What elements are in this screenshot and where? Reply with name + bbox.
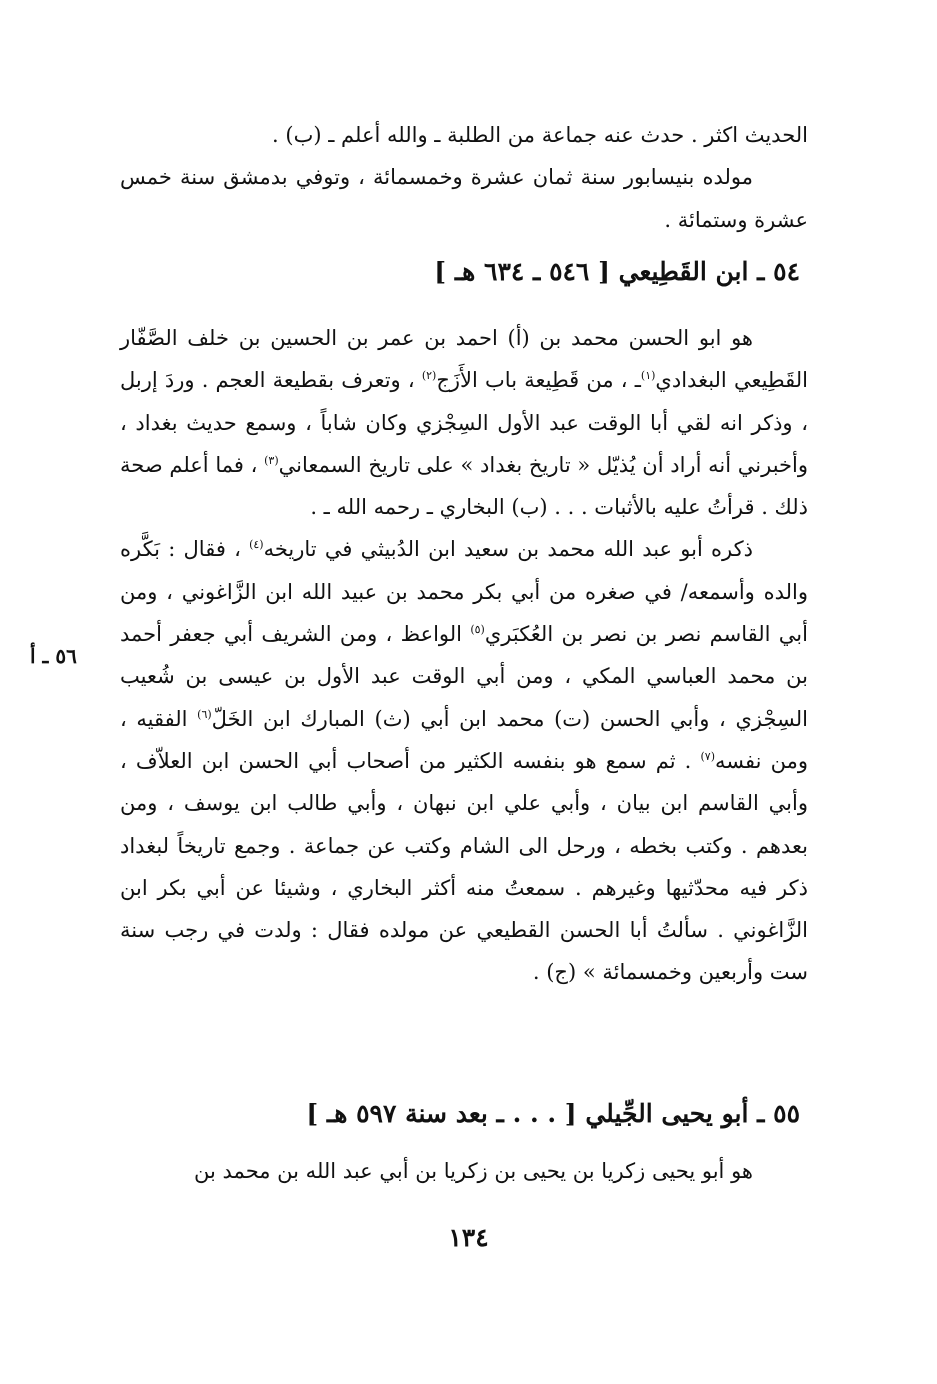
footnote-marker: (٧) [700,749,716,763]
entry-55-heading: ٥٥ ـ أبو يحيى الجِّيلي [ . . . ـ بعد سنة ٥٩٧ هـ ] [306,1099,800,1128]
text-segment: ـ ، من قَطِيعة باب الأَزَج [436,368,641,393]
birth-death-paragraph: مولده بنيسابور سنة ثمان عشرة وخمسمائة ، وتوفي بدمشق سنة خمس عشرة وستمائة . [120,165,808,232]
text-segment: الفقيه ، ومن نفسه [120,706,808,773]
intro-line: الحديث اكثر . حدث عنه جماعة من الطلبة ـ والله أعلم ـ (ب) . [272,123,808,147]
text-segment: هو ابو الحسن محمد بن (أ) احمد بن عمر بن الحسين بن خلف الصَّفّار القَطِيعي البغدادي [120,326,808,393]
text-segment: ، وتعرف بقطيعة العجم . وردَ إربل ، وذكر انه لقي أبا الوقت عبد الأول السِجْزي وكان شاباً ، وسمع حديث بغداد ، وأخبرني أنه أراد أن يُذيّل « تاريخ بغداد » على تاريخ السمعاني [120,368,808,477]
footnote-marker: (٦) [197,707,212,721]
entry-54-paragraph-2 [120,528,808,993]
footnote-marker: (٥) [470,623,485,637]
footnote-marker: (١) [640,369,656,383]
text-segment: ، فقال : بَكَّره والده وأسمعه/ في صغره من أبي بكر محمد بن عبيد الله ابن الزَّاغوني ، ومن أبي القاسم نصر بن نصر بن العُكبَري [120,537,808,647]
margin-folio-note: ٥٦ ـ أ [30,644,77,668]
footnote-marker: (٢) [421,369,437,383]
entry-54-heading: ٥٤ ـ ابن القَطِيعي [ ٥٤٦ ـ ٦٣٤ هـ ] [434,257,800,286]
footnote-marker: (٣) [264,453,279,467]
text-segment: . ثم سمع هو بنفسه الكثير من أصحاب أبي الحسن ابن العلاّف ، وأبي القاسم ابن بيان ، وأبي علي ابن نبهان ، وأبي طالب ابن يوسف ، ومن بعدهم . وكتب بخطه ، ورحل الى الشام وكتب عن جماعة . وجمع تاريخاً لبغداد ذكر فيه محدّثيها وغيرهم . سمعتُ منه أكثر البخاري ، وشيئا عن أبي بكر ابن الزَّاغوني . سألتُ أبا الحسن القطيعي عن مولده فقال : ولدت في رجب سنة ست وأربعين وخمسمائة » (ج) . [120,748,808,985]
text-segment: ذكره أبو عبد الله محمد بن سعيد ابن الدُبيثي في تاريخه [263,537,753,562]
page-number: ١٣٤ [448,1223,489,1252]
entry-55-body [120,1150,808,1192]
text-segment: ، فما أعلم صحة ذلك . قرأتُ عليه بالأثبات . . . (ب) البخاري ـ رحمه الله ـ . [120,452,808,520]
entry-55-paragraph-1: هو أبو يحيى زكريا بن يحيى بن زكريا بن أبي عبد الله بن محمد بن [194,1159,753,1183]
entry-54-paragraph-1 [120,317,808,528]
text-segment: الواعظ ، ومن الشريف أبي جعفر أحمد بن محمد العباسي المكي ، ومن أبي الوقت عبد الأول بن عيسى بن شُعيب السِجْزي ، وأبي الحسن (ت) محمد ابن أبي (ث) المبارك ابن الخَلّ [120,622,808,731]
entry-54-body [120,317,808,994]
footnote-marker: (٤) [249,538,264,552]
intro-text [120,114,808,241]
